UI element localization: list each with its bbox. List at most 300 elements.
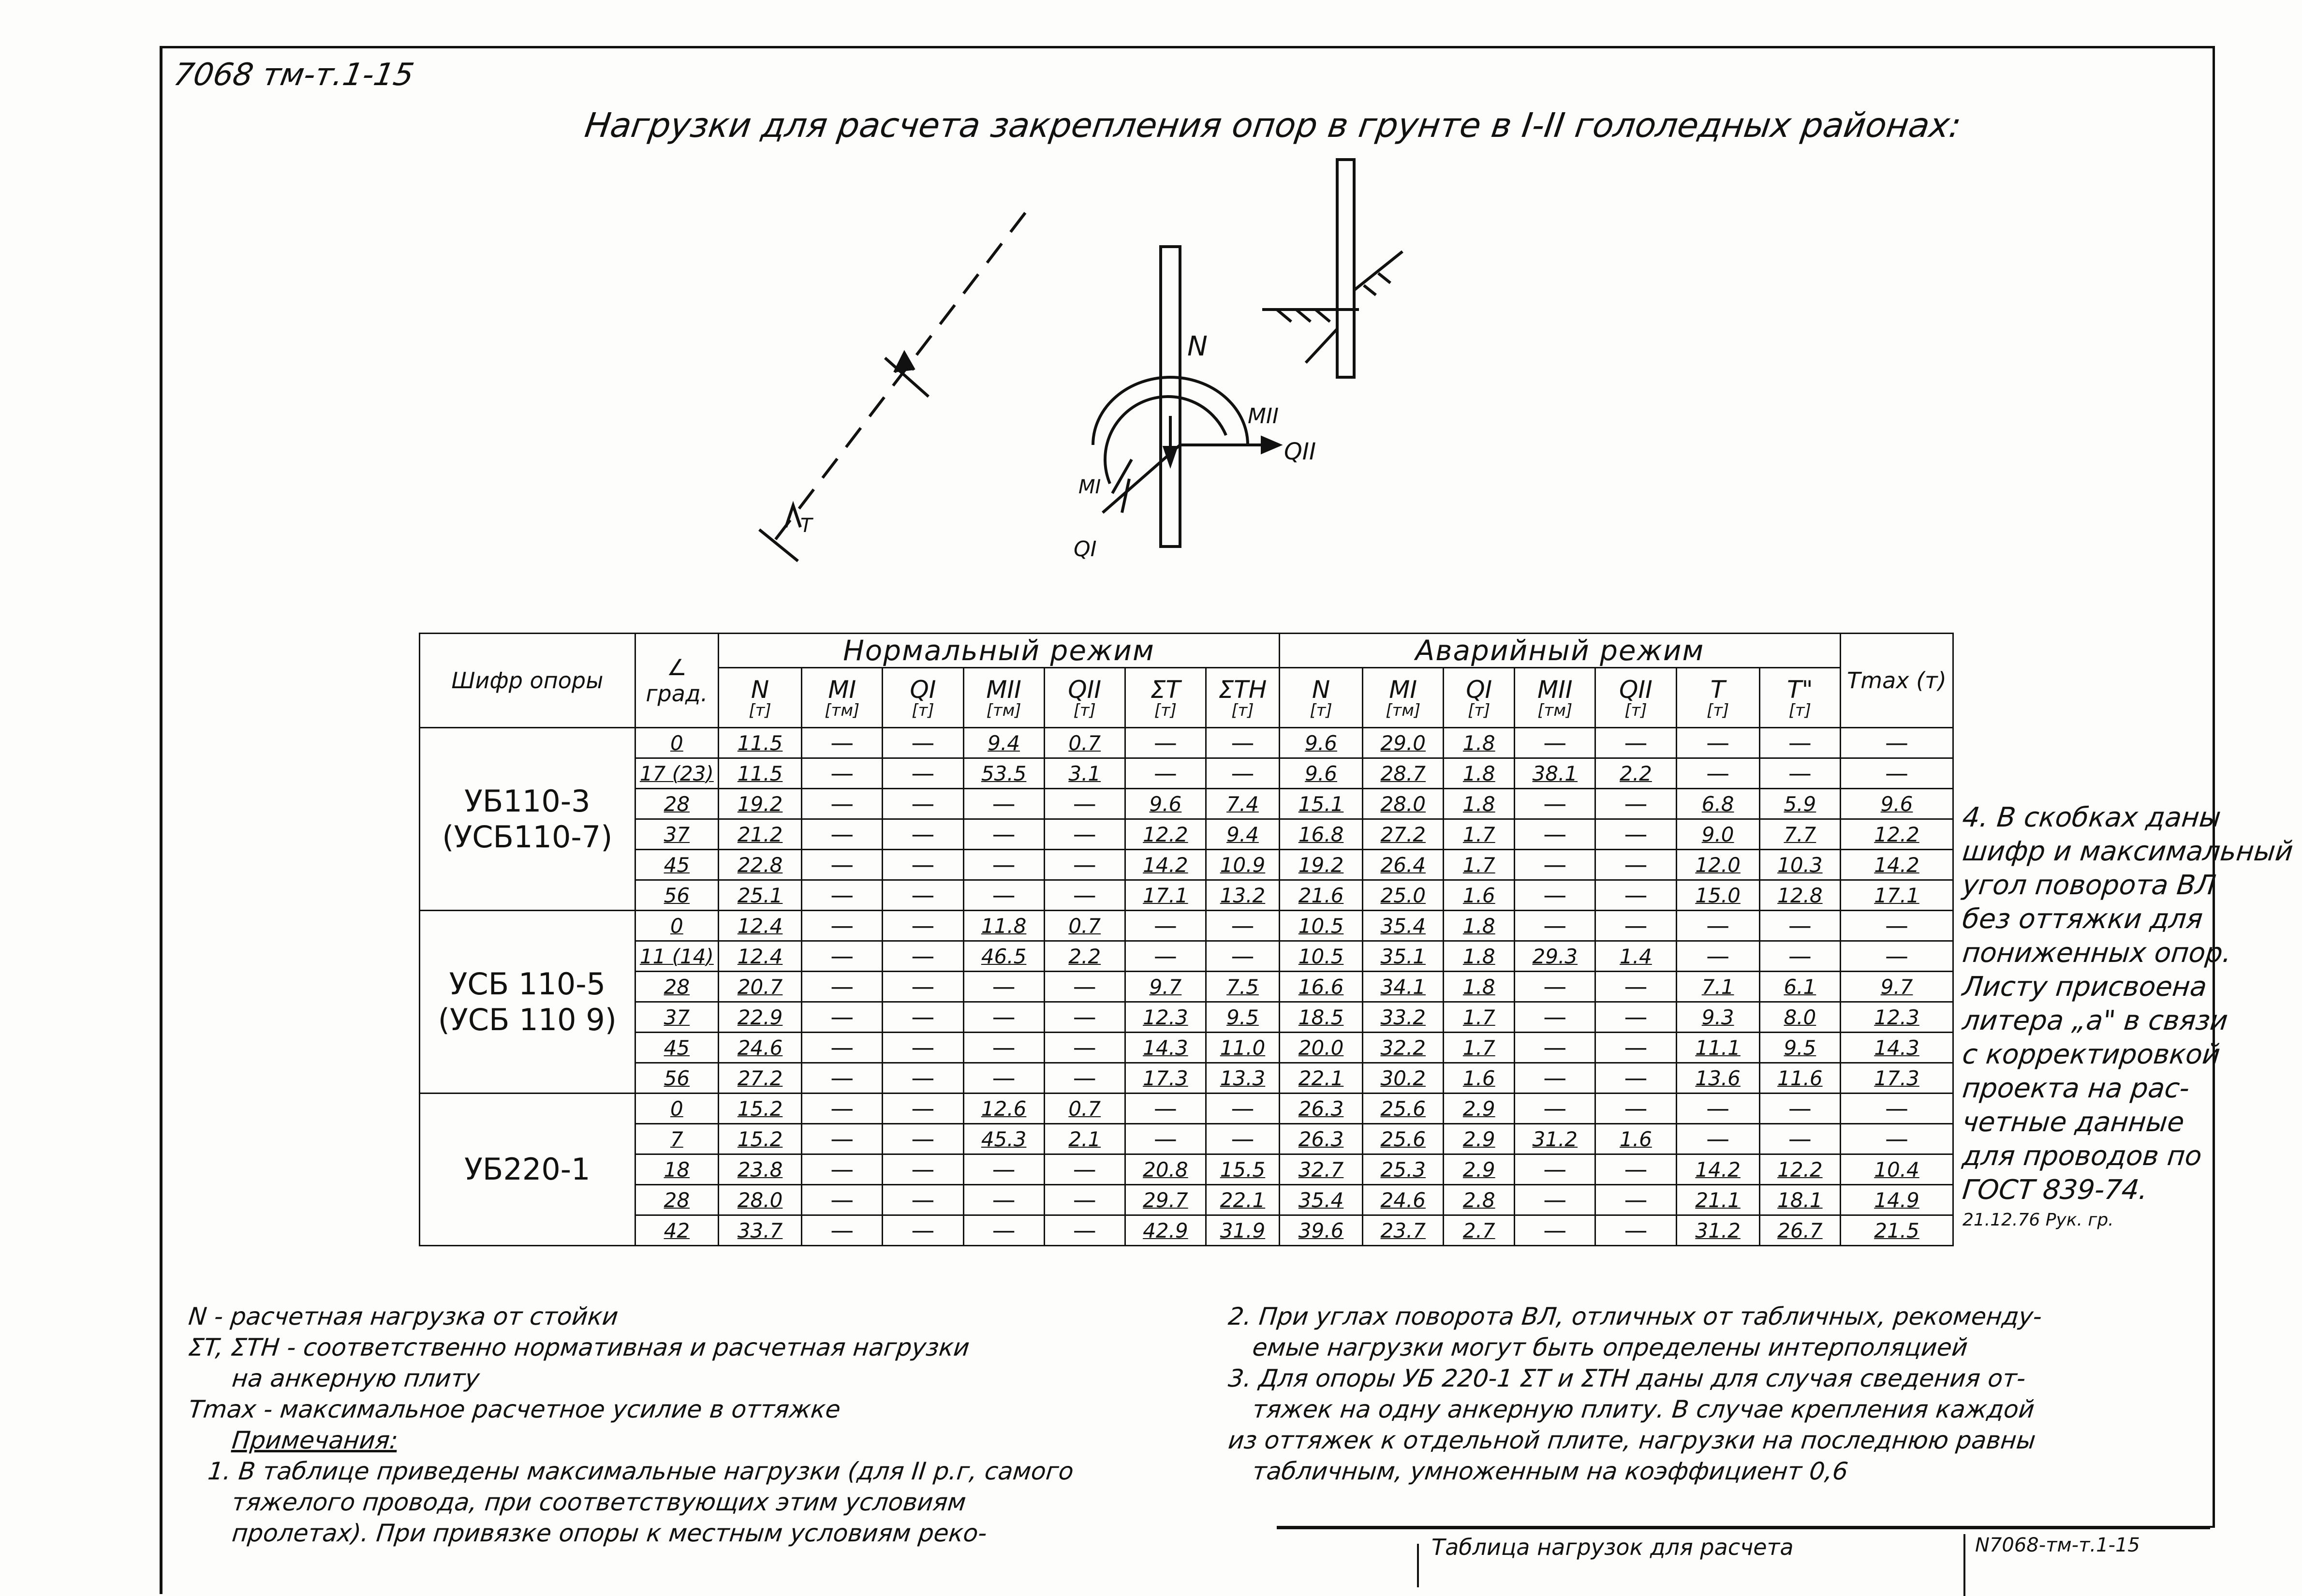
value-cell: 1.6 xyxy=(1595,1124,1676,1154)
value-cell: 14.2 xyxy=(1125,850,1206,880)
value-cell: — xyxy=(883,1033,963,1063)
value-cell: 27.2 xyxy=(718,1063,801,1094)
value-cell: — xyxy=(1595,1154,1676,1185)
table-row xyxy=(420,1002,1953,1033)
angle-cell: 28 xyxy=(635,1185,718,1215)
value-cell: — xyxy=(1840,1124,1953,1154)
value-cell: 32.7 xyxy=(1279,1154,1362,1185)
title-block xyxy=(1277,1527,2210,1596)
value-cell: 34.1 xyxy=(1363,972,1444,1002)
value-cell: 1.8 xyxy=(1444,758,1515,789)
value-cell: 25.3 xyxy=(1363,1154,1444,1185)
value-cell: — xyxy=(963,972,1044,1002)
value-cell: — xyxy=(802,941,883,972)
value-cell: — xyxy=(883,1185,963,1215)
value-cell: — xyxy=(802,1215,883,1246)
value-cell: — xyxy=(1125,941,1206,972)
value-cell: 2.2 xyxy=(1595,758,1676,789)
value-cell: 2.8 xyxy=(1444,1185,1515,1215)
col-unit: [тм] xyxy=(825,700,860,720)
header-normal-col-1 xyxy=(802,668,883,728)
col-unit: [тм] xyxy=(1386,700,1421,720)
value-cell: — xyxy=(1044,1185,1125,1215)
angle-cell: 0 xyxy=(635,1094,718,1124)
value-cell: 1.7 xyxy=(1444,819,1515,850)
value-cell: 46.5 xyxy=(963,941,1044,972)
value-cell: — xyxy=(1515,1094,1595,1124)
value-cell: 35.1 xyxy=(1363,941,1444,972)
value-cell: — xyxy=(1676,941,1759,972)
value-cell: 21.2 xyxy=(718,819,801,850)
value-cell: — xyxy=(1515,1154,1595,1185)
col-symbol: N xyxy=(1312,675,1330,704)
col-symbol: ΣT xyxy=(1150,675,1181,704)
value-cell: 9.6 xyxy=(1279,728,1362,758)
value-cell: 14.9 xyxy=(1840,1185,1953,1215)
table-row xyxy=(420,972,1953,1002)
pole-secondary xyxy=(1337,160,1354,377)
col-unit: [т] xyxy=(1706,700,1729,720)
value-cell: — xyxy=(1515,1215,1595,1246)
header-emergency-mode: Аварийный режим xyxy=(1279,634,1840,668)
note-line: Tmax - максимальное расчетное усилие в оттяжке xyxy=(187,1395,842,1423)
value-cell: — xyxy=(1595,911,1676,941)
value-cell: — xyxy=(1125,728,1206,758)
value-cell: — xyxy=(883,1215,963,1246)
value-cell: 0.7 xyxy=(1044,728,1125,758)
value-cell: 24.6 xyxy=(1363,1185,1444,1215)
value-cell: 32.2 xyxy=(1363,1033,1444,1063)
value-cell: 9.6 xyxy=(1279,758,1362,789)
value-cell: — xyxy=(802,1124,883,1154)
col-unit: [т] xyxy=(1154,700,1177,720)
value-cell: — xyxy=(1595,1215,1676,1246)
value-cell: 12.2 xyxy=(1125,819,1206,850)
header-support: Шифр опоры xyxy=(420,634,635,728)
value-cell: 25.6 xyxy=(1363,1124,1444,1154)
value-cell: 7.1 xyxy=(1676,972,1759,1002)
angle-cell: 37 xyxy=(635,1002,718,1033)
support-code-cell: УСБ 110-5 (УСБ 110 9) xyxy=(420,911,635,1094)
side-note-lines xyxy=(1961,801,2295,1207)
value-cell: 35.4 xyxy=(1279,1185,1362,1215)
value-cell: 17.1 xyxy=(1840,880,1953,911)
note-line: 1. В таблице приведены максимальные нагрузки (для II р.г, самого xyxy=(206,1457,1075,1485)
note-line: пролетах). При привязке опоры к местным условиям реко- xyxy=(230,1519,989,1547)
value-cell: 10.5 xyxy=(1279,941,1362,972)
value-cell: 7.5 xyxy=(1206,972,1279,1002)
value-cell: — xyxy=(1595,1002,1676,1033)
value-cell: 53.5 xyxy=(963,758,1044,789)
value-cell: — xyxy=(1206,941,1279,972)
value-cell: 12.3 xyxy=(1125,1002,1206,1033)
frame-left xyxy=(160,46,162,1594)
value-cell: 20.7 xyxy=(718,972,801,1002)
value-cell: 15.1 xyxy=(1279,789,1362,819)
col-unit: [т] xyxy=(1231,700,1254,720)
value-cell: 22.8 xyxy=(718,850,801,880)
col-unit: [т] xyxy=(1788,700,1812,720)
col-unit: [т] xyxy=(1624,700,1647,720)
value-cell: 17.3 xyxy=(1840,1063,1953,1094)
side-note-line: с корректировкой xyxy=(1961,1039,2222,1070)
value-cell: — xyxy=(1044,1063,1125,1094)
value-cell: 26.7 xyxy=(1759,1215,1840,1246)
table-row xyxy=(420,1063,1953,1094)
value-cell: 10.9 xyxy=(1206,850,1279,880)
value-cell: 1.7 xyxy=(1444,1033,1515,1063)
note-line: N - расчетная нагрузка от стойки xyxy=(187,1302,620,1330)
value-cell: — xyxy=(883,758,963,789)
value-cell: — xyxy=(1840,1094,1953,1124)
notes-left xyxy=(189,1301,1074,1549)
value-cell: — xyxy=(1206,1094,1279,1124)
value-cell: — xyxy=(883,789,963,819)
side-note-signature: 21.12.76 Рук. гр. xyxy=(1963,1210,2114,1230)
value-cell: — xyxy=(1515,911,1595,941)
angle-cell: 11 (14) xyxy=(635,941,718,972)
notes-right xyxy=(1228,1301,2042,1487)
value-cell: 10.5 xyxy=(1279,911,1362,941)
value-cell: 9.5 xyxy=(1206,1002,1279,1033)
col-unit: [т] xyxy=(912,700,934,720)
label-q2: QII xyxy=(1284,438,1316,465)
value-cell: — xyxy=(1840,758,1953,789)
table-row xyxy=(420,819,1953,850)
value-cell: 18.1 xyxy=(1759,1185,1840,1215)
value-cell: 9.6 xyxy=(1125,789,1206,819)
header-emergency-col-5 xyxy=(1676,668,1759,728)
value-cell: 2.7 xyxy=(1444,1215,1515,1246)
value-cell: 9.4 xyxy=(1206,819,1279,850)
value-cell: — xyxy=(883,972,963,1002)
angle-cell: 37 xyxy=(635,819,718,850)
value-cell: 30.2 xyxy=(1363,1063,1444,1094)
side-note-line: пониженных опор. xyxy=(1961,937,2233,969)
side-note-line: литера „а" в связи xyxy=(1961,1005,2229,1036)
guy-arrow xyxy=(895,353,914,372)
n-arrowhead xyxy=(1165,447,1176,464)
value-cell: 28.0 xyxy=(718,1185,801,1215)
table-row xyxy=(420,1124,1953,1154)
value-cell: — xyxy=(1759,941,1840,972)
value-cell: — xyxy=(963,819,1044,850)
table-row xyxy=(420,911,1953,941)
value-cell: 9.5 xyxy=(1759,1033,1840,1063)
note-line: тяжелого провода, при соответствующих этим условиям xyxy=(230,1488,968,1516)
frame-top xyxy=(160,46,2215,48)
drawing-code: 7068 тм-т.1-15 xyxy=(171,57,417,93)
value-cell: 7.4 xyxy=(1206,789,1279,819)
value-cell: 22.9 xyxy=(718,1002,801,1033)
note-line: ΣT, ΣTH - соответственно нормативная и расчетная нагрузки xyxy=(187,1333,971,1361)
col-symbol: MII xyxy=(986,675,1021,704)
value-cell: 2.9 xyxy=(1444,1124,1515,1154)
value-cell: 20.8 xyxy=(1125,1154,1206,1185)
value-cell: — xyxy=(1676,758,1759,789)
value-cell: — xyxy=(1759,911,1840,941)
value-cell: 15.2 xyxy=(718,1124,801,1154)
header-emergency-col-1 xyxy=(1363,668,1444,728)
value-cell: 26.3 xyxy=(1279,1124,1362,1154)
value-cell: — xyxy=(1125,911,1206,941)
value-cell: — xyxy=(1515,972,1595,1002)
value-cell: 14.3 xyxy=(1840,1033,1953,1063)
col-unit: [тм] xyxy=(1537,700,1573,720)
table-row xyxy=(420,1094,1953,1124)
header-normal-col-0 xyxy=(718,668,801,728)
support-code-cell: УБ220-1 xyxy=(420,1094,635,1246)
value-cell: — xyxy=(1840,911,1953,941)
value-cell: — xyxy=(883,1154,963,1185)
value-cell: — xyxy=(1676,1124,1759,1154)
header-normal-mode: Нормальный режим xyxy=(718,634,1279,668)
side-note-line: четные данные xyxy=(1961,1107,2186,1138)
value-cell: 18.5 xyxy=(1279,1002,1362,1033)
value-cell: 27.2 xyxy=(1363,819,1444,850)
value-cell: — xyxy=(802,1063,883,1094)
value-cell: — xyxy=(802,972,883,1002)
value-cell: 11.5 xyxy=(718,728,801,758)
value-cell: — xyxy=(883,819,963,850)
value-cell: 20.0 xyxy=(1279,1033,1362,1063)
value-cell: 25.6 xyxy=(1363,1094,1444,1124)
value-cell: — xyxy=(963,1154,1044,1185)
value-cell: — xyxy=(1595,972,1676,1002)
value-cell: 1.6 xyxy=(1444,880,1515,911)
value-cell: 23.7 xyxy=(1363,1215,1444,1246)
value-cell: 1.8 xyxy=(1444,941,1515,972)
value-cell: — xyxy=(1044,1154,1125,1185)
angle-cell: 45 xyxy=(635,1033,718,1063)
value-cell: — xyxy=(963,789,1044,819)
value-cell: 11.5 xyxy=(718,758,801,789)
value-cell: 42.9 xyxy=(1125,1215,1206,1246)
table-body xyxy=(420,728,1953,1246)
value-cell: — xyxy=(1206,758,1279,789)
value-cell: 13.6 xyxy=(1676,1063,1759,1094)
value-cell: — xyxy=(1595,1033,1676,1063)
value-cell: — xyxy=(1515,728,1595,758)
stamp-logo xyxy=(1291,1544,1419,1587)
value-cell: — xyxy=(802,819,883,850)
angle-cell: 18 xyxy=(635,1154,718,1185)
value-cell: — xyxy=(802,1033,883,1063)
header-emergency-col-0 xyxy=(1279,668,1362,728)
value-cell: — xyxy=(1515,1002,1595,1033)
header-emergency-col-6 xyxy=(1759,668,1840,728)
value-cell: 3.1 xyxy=(1044,758,1125,789)
angle-cell: 28 xyxy=(635,789,718,819)
value-cell: 17.1 xyxy=(1125,880,1206,911)
table-row xyxy=(420,850,1953,880)
value-cell: — xyxy=(1515,850,1595,880)
guy-line xyxy=(774,213,1025,542)
value-cell: 13.3 xyxy=(1206,1063,1279,1094)
value-cell: — xyxy=(1515,1033,1595,1063)
side-note-line: без оттяжки для xyxy=(1961,903,2204,935)
value-cell: — xyxy=(963,1185,1044,1215)
col-symbol: N xyxy=(751,675,769,704)
note-line: из оттяжек к отдельной плите, нагрузки на последнюю равны xyxy=(1226,1426,2037,1454)
table-row xyxy=(420,1033,1953,1063)
stamp-text: Таблица нагрузок для расчета xyxy=(1431,1534,1794,1560)
value-cell: 28.7 xyxy=(1363,758,1444,789)
value-cell: — xyxy=(802,789,883,819)
value-cell: 19.2 xyxy=(1279,850,1362,880)
value-cell: 25.1 xyxy=(718,880,801,911)
value-cell: 38.1 xyxy=(1515,758,1595,789)
value-cell: 6.8 xyxy=(1676,789,1759,819)
value-cell: — xyxy=(802,880,883,911)
col-unit: [тм] xyxy=(986,700,1021,720)
value-cell: 33.2 xyxy=(1363,1002,1444,1033)
value-cell: 7.7 xyxy=(1759,819,1840,850)
moment-arc-lower xyxy=(1105,397,1226,484)
value-cell: — xyxy=(963,1002,1044,1033)
value-cell: — xyxy=(883,911,963,941)
col-symbol: ΣTH xyxy=(1218,675,1267,704)
header-normal-col-3 xyxy=(963,668,1044,728)
value-cell: — xyxy=(1044,819,1125,850)
header-emergency-col-2 xyxy=(1444,668,1515,728)
label-m1: MI xyxy=(1078,476,1101,498)
stamp-code: N7068-тм-т.1-15 xyxy=(1963,1534,2140,1596)
value-cell: — xyxy=(1206,728,1279,758)
value-cell: — xyxy=(1515,1185,1595,1215)
label-m2: MII xyxy=(1248,404,1279,429)
col-symbol: QI xyxy=(910,675,936,704)
angle-cell: 28 xyxy=(635,972,718,1002)
note-line: емые нагрузки могут быть определены интерполяцией xyxy=(1251,1333,1969,1361)
value-cell: 9.0 xyxy=(1676,819,1759,850)
value-cell: 11.6 xyxy=(1759,1063,1840,1094)
value-cell: 21.6 xyxy=(1279,880,1362,911)
frame-right xyxy=(2213,46,2215,1526)
label-n: N xyxy=(1187,331,1208,362)
value-cell: — xyxy=(1595,880,1676,911)
value-cell: 1.8 xyxy=(1444,728,1515,758)
angle-cell: 7 xyxy=(635,1124,718,1154)
header-normal-col-4 xyxy=(1044,668,1125,728)
value-cell: — xyxy=(1759,758,1840,789)
value-cell: 5.9 xyxy=(1759,789,1840,819)
value-cell: 1.8 xyxy=(1444,789,1515,819)
value-cell: — xyxy=(1676,911,1759,941)
col-symbol: QII xyxy=(1068,675,1102,704)
loads-table xyxy=(419,633,1954,1246)
value-cell: — xyxy=(1759,1094,1840,1124)
support-load-diagram xyxy=(677,145,1499,600)
value-cell: 1.7 xyxy=(1444,1002,1515,1033)
table-row xyxy=(420,941,1953,972)
value-cell: — xyxy=(963,1033,1044,1063)
value-cell: — xyxy=(963,880,1044,911)
value-cell: 23.8 xyxy=(718,1154,801,1185)
value-cell: 25.0 xyxy=(1363,880,1444,911)
value-cell: — xyxy=(963,1063,1044,1094)
value-cell: 15.0 xyxy=(1676,880,1759,911)
value-cell: 45.3 xyxy=(963,1124,1044,1154)
value-cell: — xyxy=(1595,789,1676,819)
value-cell: — xyxy=(1125,758,1206,789)
value-cell: 2.9 xyxy=(1444,1094,1515,1124)
value-cell: — xyxy=(1044,1002,1125,1033)
value-cell: 26.4 xyxy=(1363,850,1444,880)
value-cell: — xyxy=(802,1154,883,1185)
value-cell: 2.9 xyxy=(1444,1154,1515,1185)
side-note-line: проекта на рас- xyxy=(1961,1073,2191,1104)
value-cell: — xyxy=(1044,1033,1125,1063)
value-cell: — xyxy=(883,1063,963,1094)
note-line: 2. При углах поворота ВЛ, отличных от табличных, рекоменду- xyxy=(1226,1302,2044,1330)
value-cell: — xyxy=(802,1002,883,1033)
value-cell: 13.2 xyxy=(1206,880,1279,911)
value-cell: — xyxy=(1044,972,1125,1002)
value-cell: 12.2 xyxy=(1759,1154,1840,1185)
value-cell: — xyxy=(883,941,963,972)
value-cell: 11.8 xyxy=(963,911,1044,941)
col-unit: [т] xyxy=(749,700,771,720)
value-cell: 12.3 xyxy=(1840,1002,1953,1033)
value-cell: 12.0 xyxy=(1676,850,1759,880)
value-cell: — xyxy=(1840,941,1953,972)
value-cell: — xyxy=(802,1185,883,1215)
col-symbol: QI xyxy=(1466,675,1492,704)
side-note-line: Листу присвоена xyxy=(1961,971,2209,1003)
value-cell: — xyxy=(1595,1094,1676,1124)
value-cell: 8.0 xyxy=(1759,1002,1840,1033)
value-cell: 10.4 xyxy=(1840,1154,1953,1185)
value-cell: 12.2 xyxy=(1840,819,1953,850)
table-row xyxy=(420,880,1953,911)
value-cell: 17.3 xyxy=(1125,1063,1206,1094)
value-cell: 29.7 xyxy=(1125,1185,1206,1215)
value-cell: — xyxy=(1044,880,1125,911)
value-cell: — xyxy=(1676,728,1759,758)
value-cell: 31.9 xyxy=(1206,1215,1279,1246)
value-cell: — xyxy=(1759,1124,1840,1154)
value-cell: 1.7 xyxy=(1444,850,1515,880)
col-unit: [т] xyxy=(1310,700,1332,720)
value-cell: 9.7 xyxy=(1840,972,1953,1002)
ground-secondary-d2 xyxy=(1306,329,1337,363)
value-cell: 12.6 xyxy=(963,1094,1044,1124)
page-title: Нагрузки для расчета закрепления опор в грунте в I-II гололедных районах: xyxy=(582,105,1964,145)
value-cell: 15.2 xyxy=(718,1094,801,1124)
col-symbol: QII xyxy=(1619,675,1653,704)
col-symbol: MI xyxy=(828,675,856,704)
value-cell: — xyxy=(802,911,883,941)
value-cell: — xyxy=(883,850,963,880)
table-row xyxy=(420,1185,1953,1215)
value-cell: 6.1 xyxy=(1759,972,1840,1002)
label-q1: QI xyxy=(1074,537,1097,562)
value-cell: — xyxy=(883,1094,963,1124)
value-cell: — xyxy=(883,728,963,758)
ground-secondary-d xyxy=(1354,251,1402,290)
angle-cell: 0 xyxy=(635,728,718,758)
side-note xyxy=(1961,801,2295,1230)
value-cell: — xyxy=(802,728,883,758)
value-cell: — xyxy=(883,1124,963,1154)
side-note-line: ГОСТ 839-74. xyxy=(1961,1174,2150,1206)
value-cell: 21.1 xyxy=(1676,1185,1759,1215)
value-cell: — xyxy=(1515,819,1595,850)
value-cell: — xyxy=(1125,1094,1206,1124)
angle-cell: 42 xyxy=(635,1215,718,1246)
value-cell: — xyxy=(802,1094,883,1124)
